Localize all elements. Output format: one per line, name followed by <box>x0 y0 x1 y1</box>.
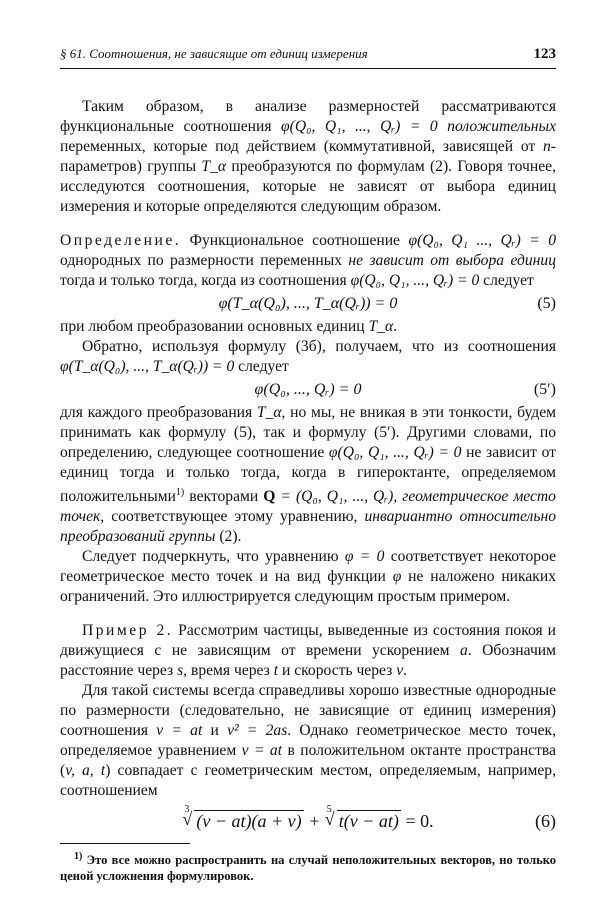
equation-6-label: (6) <box>535 811 556 832</box>
paragraph-definition: Определение. Функциональное соотношение φ(Q₀, Q₁ ..., Qᵣ) = 0 однородных по размерности переменных не зависит от выбора единиц тогда и только тогда, когда из соотношения φ(Q₀, Q₁, ..., Qᵣ) = 0 следует <box>60 232 557 289</box>
equation-5 <box>60 294 556 314</box>
equation-5-prime-label: (5′) <box>533 381 556 398</box>
equation-6: √ 3 (v − at)(a + v) + √ 5 t(v − at) = 0. (6) <box>60 811 556 831</box>
equation-5-body: φ(T_α(Q₀), ..., T_α(Qᵣ)) = 0 <box>218 295 398 312</box>
paragraph-emphasis: Следует подчеркнуть, что уравнению φ = 0 соответствует некоторое геометрическое место точек и на вид функции φ не наложено никаких ограничений. Это иллюстрируется следующим простым примером. <box>60 548 557 606</box>
header-title: § 61. Соотношения, не зависящие от единиц измерения <box>60 46 368 61</box>
paragraph-any-transform: при любом преобразовании основных единиц T_α. <box>60 318 398 335</box>
fifth-root: √ 5 t(v − at) <box>325 811 401 831</box>
page-content <box>60 44 556 884</box>
footnote-divider <box>60 843 190 844</box>
footnote: $^{1)}$ Это все можно распространить на случай неположительных векторов, но только ценой усложнения формулировок. <box>60 851 556 884</box>
equation-5-prime <box>60 380 556 400</box>
footnote-ref: 1) <box>175 487 185 498</box>
page-number: 123 <box>533 46 556 62</box>
equation-5-prime-body: φ(Q₀, ..., Qᵣ) = 0 <box>254 381 362 398</box>
running-header <box>60 44 556 69</box>
paragraph-system: Для такой системы всегда справедливы хорошо известные однородные по размерности (следовательно, не зависящие от единиц измерения) соотношения v = at и v² = 2as. Однако геометрическое место точек, определяемое уравнением v = at в положительном октанте пространства (v, a, t) совпадает с геометрическим местом, определяемым, например, соотношением <box>60 682 556 800</box>
paragraph-each-transform: для каждого преобразования T_α, но мы, не вникая в эти тонкости, будем принимать как формулу (5), так и формулу (5′). Другими словами, по определению, следующее соотношение φ(Q₀, Q₁, ..., Qᵣ) = 0 не зависит от единиц тогда и только тогда, когда в гипероктанте, определяемом положительными$^{1)}$ векторами Q = (Q₀, Q₁, ..., Qᵣ), геометрическое место точек, соответствующее этому уравнению, инвариантно относительно преобразований группы (2). <box>60 404 556 546</box>
equation-5-label: (5) <box>537 295 556 312</box>
paragraph-conversely: Обратно, используя формулу (3б), получаем, что из соотношения φ(T_α(Q₀), ..., T_α(Qᵣ)) = 0 следует <box>60 338 556 375</box>
paragraph-example-2: Пример 2. Рассмотрим частицы, выведенные из состояния покоя и движущиеся с не зависящим от времени ускорением a. Обозначим расстояние через s, время через t и скорость через v. <box>60 622 556 680</box>
cube-root: √ 3 (v − at)(a + v) <box>182 811 303 831</box>
paragraph-intro: Таким образом, в анализе размерностей рассматриваются функциональные соотношения φ(Q₀, Q₁, ..., Qᵣ) = 0 положительных переменных, которые под действием (коммутативной, зависящей от n-параметров) группы T_α преобразуются по формулам (2). Говоря точнее, исследуются соотношения, которые не зависят от выбора единиц измерения и которые определяются следующим образом. <box>60 98 556 215</box>
